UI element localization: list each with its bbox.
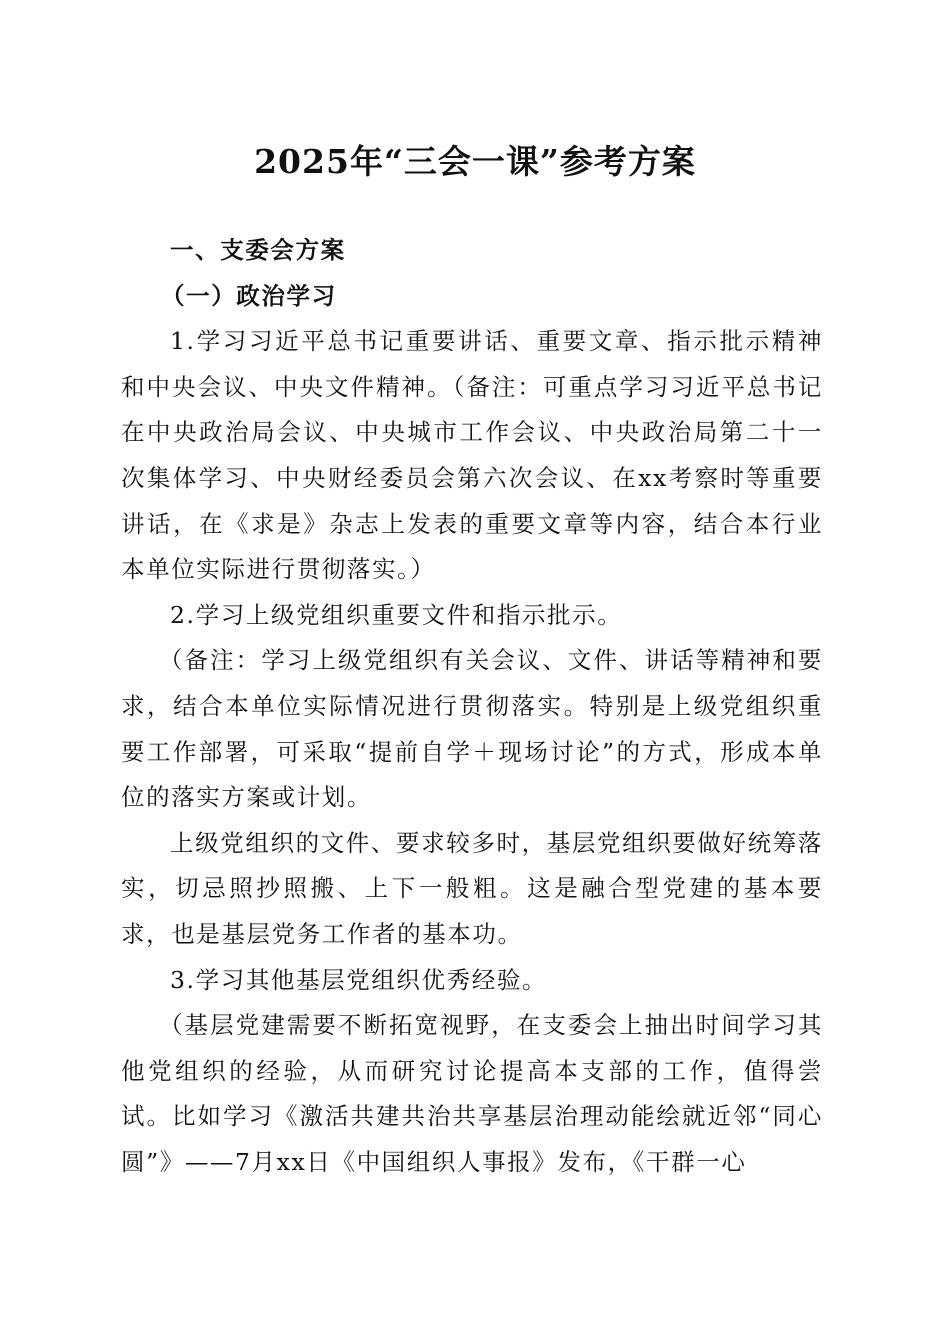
paragraph-4: 上级党组织的文件、要求较多时，基层党组织要做好统筹落实，切忌照抄照搬、上下一般粗。这是融合型党建的基本要求，也是基层党务工作者的基本功。 bbox=[121, 828, 823, 948]
paragraph-1: 1.学习习近平总书记重要讲话、重要文章、指示批示精神和中央会议、中央文件精神。（备注：可重点学习习近平总书记在中央政治局会议、中央城市工作会议、中央政治局第二十一次集体学习、中央财经委员会第六次会议、在xx考察时等重要讲话，在《求是》杂志上发表的重要文章等内容，结合本行业本单位实际进行贯彻落实。） bbox=[121, 327, 823, 584]
document-body bbox=[121, 228, 823, 1185]
paragraph-3: （备注：学习上级党组织有关会议、文件、讲话等精神和要求，结合本单位实际情况进行贯彻落实。特别是上级党组织重要工作部署，可采取“提前自学＋现场讨论”的方式，形成本单位的落实方案或计划。 bbox=[121, 646, 823, 812]
paragraph-5: 3.学习其他基层党组织优秀经验。 bbox=[170, 965, 548, 994]
paragraph-6: （基层党建需要不断拓宽视野，在支委会上抽出时间学习其他党组织的经验，从而研究讨论提高本支部的工作，值得尝试。比如学习《激活共建共治共享基层治理动能绘就近邻“同心圆”》——7月xx日《中国组织人事报》发布，《干群一心 bbox=[121, 1011, 823, 1176]
subsection-heading: （一）政治学习 bbox=[161, 281, 337, 310]
document-title: 2025年“三会一课”参考方案 bbox=[254, 142, 696, 181]
section-heading: 一、支委会方案 bbox=[170, 236, 346, 264]
paragraph-2: 2.学习上级党组织重要文件和指示批示。 bbox=[170, 600, 623, 629]
